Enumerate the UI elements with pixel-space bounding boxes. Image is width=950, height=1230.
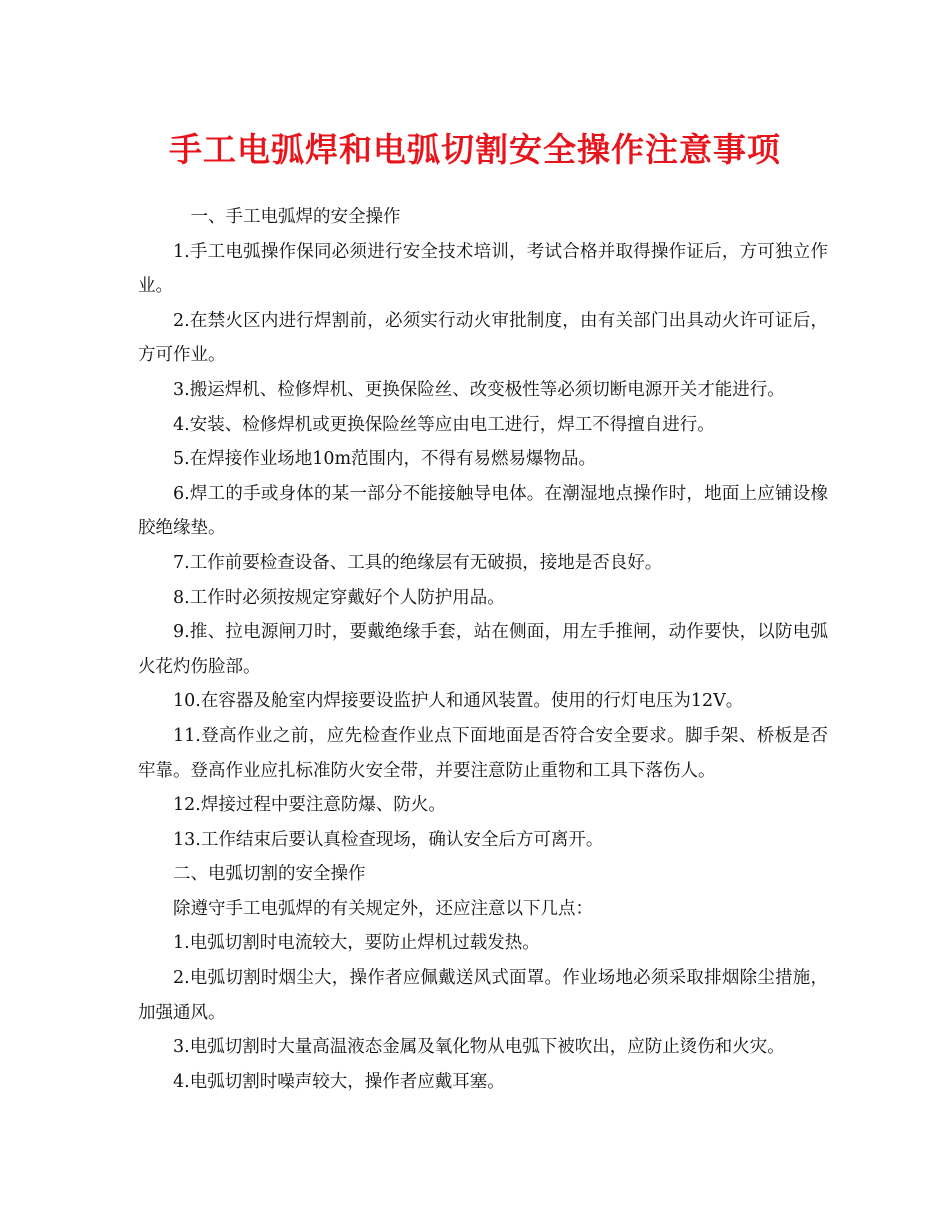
rule-1-4: 4.安装、检修焊机或更换保险丝等应由电工进行，焊工不得擅自进行。 — [173, 414, 715, 435]
rule-1-10: 10.在容器及舱室内焊接要设监护人和通风装置。使用的行灯电压为12V。 — [173, 691, 744, 712]
section-heading-2: 二、电弧切割的安全操作 — [173, 864, 366, 885]
rule-1-5: 5.在焊接作业场地10m范围内，不得有易燃易爆物品。 — [173, 449, 597, 470]
rule-1-9: 9.推、拉电源闸刀时，要戴绝缘手套，站在侧面，用左手推闸，动作要快，以防电弧火花灼伤脸部。 — [138, 622, 828, 677]
section-2-intro: 除遵守手工电弧焊的有关规定外，还应注意以下几点： — [173, 898, 593, 919]
document-body — [138, 200, 828, 1099]
rule-1-2: 2.在禁火区内进行焊割前，必须实行动火审批制度，由有关部门出具动火许可证后，方可作业。 — [138, 310, 828, 366]
rule-2-1: 1.电弧切割时电流较大，要防止焊机过载发热。 — [173, 933, 540, 954]
rule-2-3: 3.电弧切割时大量高温液态金属及氧化物从电弧下被吹出，应防止烫伤和火灾。 — [173, 1037, 785, 1058]
document-title: 手工电弧焊和电弧切割安全操作注意事项 — [169, 130, 781, 169]
section-heading-1: 一、手工电弧焊的安全操作 — [190, 207, 401, 227]
rule-1-13: 13.工作结束后要认真检查现场，确认安全后方可离开。 — [173, 829, 604, 850]
rule-1-6: 6.焊工的手或身体的某一部分不能接触导电体。在潮湿地点操作时，地面上应铺设橡胶绝缘垫。 — [138, 483, 828, 539]
rule-1-11: 11.登高作业之前，应先检查作业点下面地面是否符合安全要求。脚手架、桥板是否牢靠。登高作业应扎标准防火安全带，并要注意防止重物和工具下落伤人。 — [138, 725, 828, 781]
rule-2-4: 4.电弧切割时噪声较大，操作者应戴耳塞。 — [173, 1071, 505, 1092]
rule-2-2: 2.电弧切割时烟尘大，操作者应佩戴送风式面罩。作业场地必须采取排烟除尘措施，加强通风。 — [138, 968, 828, 1023]
rule-1-7: 7.工作前要检查设备、工具的绝缘层有无破损，接地是否良好。 — [173, 552, 663, 573]
rule-1-8: 8.工作时必须按规定穿戴好个人防护用品。 — [173, 587, 505, 608]
rule-1-1: 1.手工电弧操作保同必须进行安全技术培训，考试合格并取得操作证后，方可独立作业。 — [138, 241, 828, 297]
rule-1-12: 12.焊接过程中要注意防爆、防火。 — [173, 795, 446, 816]
rule-1-3: 3.搬运焊机、检修焊机、更换保险丝、改变极性等必须切断电源开关才能进行。 — [173, 379, 785, 400]
